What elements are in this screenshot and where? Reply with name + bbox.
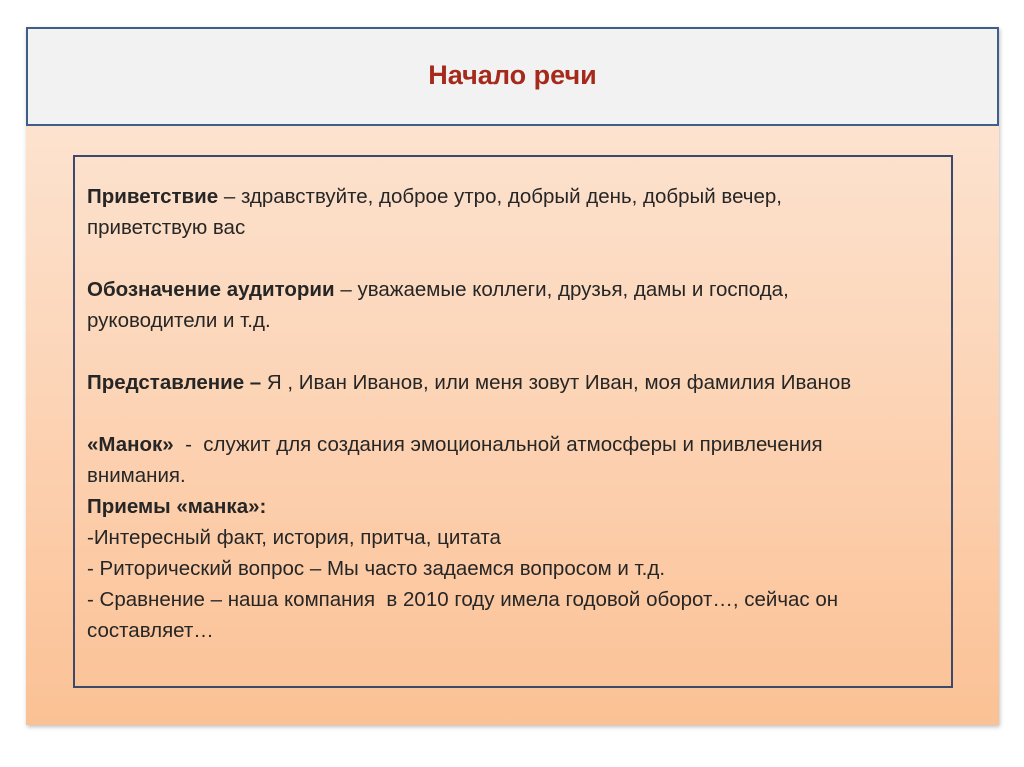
audience-sep: –	[334, 278, 358, 301]
lure-line	[87, 429, 939, 460]
slide-title: Начало речи	[428, 60, 597, 90]
technique-item: - Риторический вопрос – Мы часто задаемся вопросом и т.д.	[87, 557, 666, 580]
lure-term: «Манок»	[87, 433, 174, 456]
technique-item: составляет…	[87, 619, 214, 642]
greeting-sep: –	[218, 185, 241, 208]
technique-item: -Интересный факт, история, притча, цитата	[87, 526, 501, 549]
slide	[26, 27, 999, 725]
greeting-line-2: приветствую вас	[87, 216, 246, 239]
lure-text: - служит для создания эмоциональной атмосферы и привлечения	[173, 433, 823, 456]
intro-term: Представление –	[87, 371, 262, 394]
techniques-heading	[87, 491, 939, 522]
audience-text: уважаемые коллеги, друзья, дамы и господа,	[357, 278, 789, 301]
lure-line-2: внимания.	[87, 464, 186, 487]
spacer	[87, 243, 939, 274]
greeting-text: здравствуйте, доброе утро, добрый день, добрый вечер,	[240, 185, 782, 208]
audience-line	[87, 274, 939, 305]
techniques-heading-text: Приемы «манка»:	[87, 495, 267, 518]
title-band	[26, 27, 999, 126]
intro-text: Я , Иван Иванов, или меня зовут Иван, моя фамилия Иванов	[261, 371, 852, 394]
spacer	[87, 336, 939, 367]
greeting-line	[87, 181, 939, 212]
content-box	[73, 155, 953, 688]
spacer	[87, 398, 939, 429]
greeting-term: Приветствие	[87, 185, 219, 208]
audience-line-2: руководители и т.д.	[87, 309, 271, 332]
technique-item: - Сравнение – наша компания в 2010 году имела годовой оборот…, сейчас он	[87, 588, 839, 611]
audience-term: Обозначение аудитории	[87, 278, 335, 301]
intro-line	[87, 367, 939, 398]
